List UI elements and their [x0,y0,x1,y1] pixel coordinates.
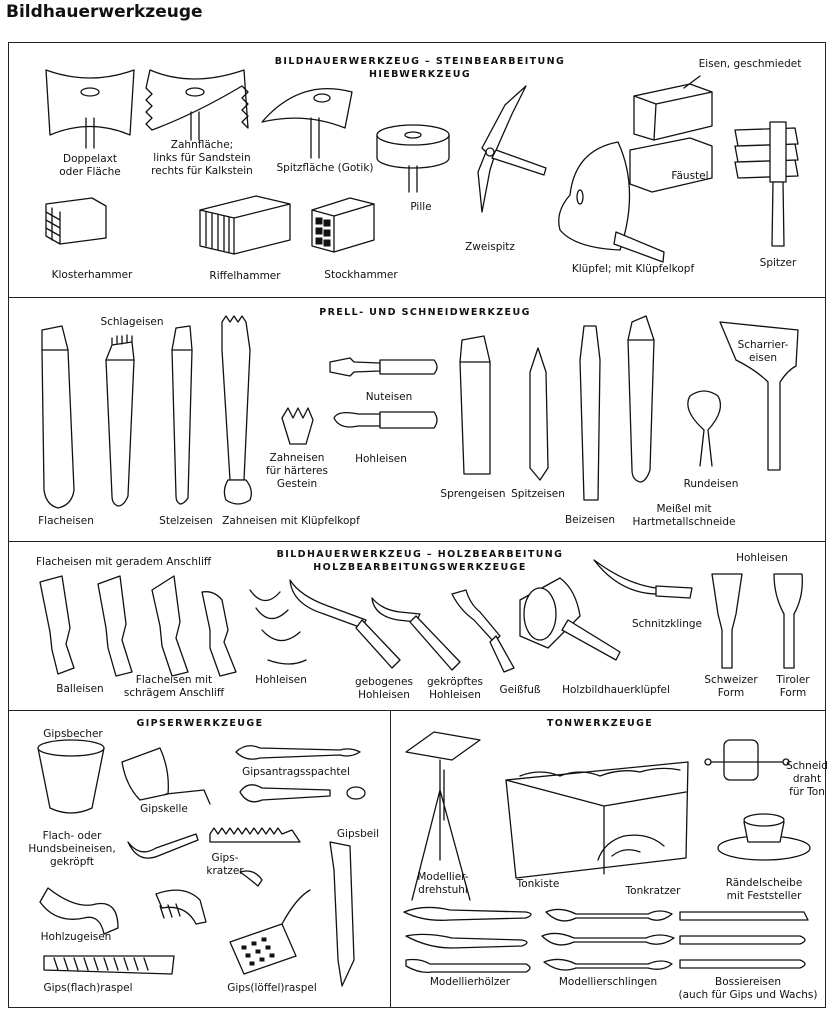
label-zweispitz: Zweispitz [465,241,515,253]
label-klosterhammer: Klosterhammer [51,269,133,281]
section-subtitle-hiebwerkzeug: HIEBWERKZEUG [368,69,472,80]
gips-flach-raspel-illustration [44,956,174,974]
label-schnitzklinge: Schnitzklinge [632,618,702,630]
label-rundeisen: Rundeisen [683,478,739,490]
gips-loeffel-raspel-illustration [230,890,310,974]
label-gipsbecher: Gipsbecher [43,728,103,740]
label-faeustel: Fäustel [671,170,709,182]
label-gipsantragsspachtel: Gipsantragsspachtel [242,766,350,778]
label-holzbildhauerkluepfel: Holzbildhauerklüpfel [562,684,670,696]
label-flacheisen-stein: Flacheisen [38,515,94,527]
flacheisen-schraeg-illustration [98,576,132,676]
label-schweizer-form: Schweizer Form [704,674,758,699]
label-gebogenes-hohleisen: gebogenes Hohleisen [355,676,413,701]
label-nuteisen: Nuteisen [365,391,413,403]
section-title-tonwerkzeuge: TONWERKZEUGE [546,718,654,729]
label-stockhammer: Stockhammer [324,269,398,281]
label-scharriereisen: Scharrier- eisen [737,339,789,364]
label-hohleisen-top: Hohleisen [736,552,788,564]
pille-illustration [377,125,449,192]
schlageisen-illustration [106,335,134,506]
raendelscheibe-illustration [718,814,810,860]
schneiddraht-illustration [705,740,789,780]
label-spitzer: Spitzer [759,257,797,269]
section-title-gipserwerkzeuge: GIPSERWERKZEUGE [136,718,264,729]
section-title-steinbearbeitung: BILDHAUERWERKZEUG – STEINBEARBEITUNG [274,56,566,67]
gebogenes-hohleisen-illustration [290,580,400,668]
label-sprengeisen: Sprengeisen [440,488,506,500]
tiroler-form-illustration [774,574,802,668]
label-doppelaxt: Doppelaxt oder Fläche [59,153,121,178]
label-schneiddraht: Schneid draht für Ton [786,760,828,798]
label-modellierdrehstuhl: Modellier- drehstuhl [417,871,469,896]
doppelaxt-illustration [46,70,134,148]
label-gipskratzer: Gips- kratzer [206,852,244,877]
label-zahneisen-kluepfelkopf: Zahneisen mit Klüpfelkopf [222,515,360,527]
label-gekroepftes-hohleisen: gekröpftes Hohleisen [427,676,483,701]
label-gipskelle: Gipskelle [140,803,188,815]
flacheisen-gerade-illustration [152,576,188,676]
label-meissel: Meißel mit Hartmetallschneide [632,503,736,528]
label-spitzeisen: Spitzeisen [511,488,565,500]
schnitzklinge-illustration [594,560,692,598]
label-riffelhammer: Riffelhammer [209,270,281,282]
label-schlageisen: Schlageisen [100,316,164,328]
flach-hundsbeineisen-illustration [128,834,198,858]
hohleisen-holz-tool-illustration [202,592,236,676]
label-gips-flach-raspel: Gips(flach)raspel [43,982,133,994]
modellierhoelzer-illustration [404,907,531,972]
label-flacheisen-gerade: Flacheisen mit geradem Anschliff [36,556,212,568]
zahneisen-haerter-illustration [282,408,313,444]
label-gipsbeil: Gipsbeil [336,828,380,840]
spitzflaeche-illustration [262,89,352,158]
label-modellierhoelzer: Modellierhölzer [429,976,511,988]
spitzeisen-illustration [530,348,548,480]
bossiereisen-illustration [680,912,808,968]
label-flacheisen-schraeg: Flacheisen mit schrägem Anschliff [123,674,225,699]
sprengeisen-illustration [460,336,490,474]
eisen-geschmiedet-illustration [634,76,712,140]
label-raendelscheibe: Rändelscheibe mit Feststeller [725,877,803,902]
zahnflaeche-illustration [146,70,248,140]
modellierschlingen-illustration [542,909,674,970]
spitzer-illustration [735,122,798,246]
label-beizeisen: Beizeisen [564,514,616,526]
label-eisen-geschmiedet: Eisen, geschmiedet [698,58,802,70]
label-balleisen: Balleisen [56,683,104,695]
tonkiste-illustration [506,762,688,878]
label-hohlzugeisen: Hohlzugeisen [40,931,112,943]
label-hohleisen-holz: Hohleisen [255,674,307,686]
label-modellierschlingen: Modellierschlingen [558,976,658,988]
hohlzugeisen-illustration [40,888,118,934]
page-title: Bildhauerwerkzeuge [6,2,203,22]
rundeisen-illustration [688,391,721,466]
label-bossiereisen: Bossiereisen (auch für Gips und Wachs) [678,976,818,1001]
stockhammer-illustration [312,198,374,252]
faeustel-illustration [630,138,712,192]
klosterhammer-illustration [46,198,106,244]
hohleisen-stein-illustration [334,412,437,428]
label-zahneisen-haerter: Zahneisen für härteres Gestein [265,452,328,490]
section-subtitle-holzbearbeitungswerkzeuge: HOLZBEARBEITUNGSWERKZEUGE [313,562,527,573]
hohleisen-profile-illustration [250,590,306,664]
label-spitzflaeche: Spitzfläche (Gotik) [276,162,374,174]
label-tonkratzer: Tonkratzer [625,885,681,897]
gipsraspel-zahnung-illustration [156,890,206,924]
section-title-holzbearbeitung: BILDHAUERWERKZEUG – HOLZBEARBEITUNG [276,549,564,560]
zahneisen-kluepfelkopf-illustration [222,316,251,504]
label-stelzeisen: Stelzeisen [159,515,213,527]
balleisen-illustration [40,576,74,674]
gipskelle-illustration [122,748,210,804]
nuteisen-illustration [330,358,437,376]
meissel-illustration [628,316,654,482]
riffelhammer-illustration [200,196,290,254]
label-flach-hundsbeineisen: Flach- oder Hundsbeineisen, gekröpft [28,830,116,868]
label-kluepfel: Klüpfel; mit Klüpfelkopf [571,263,695,275]
label-zahnflaeche: Zahnfläche; links für Sandstein rechts für Kalkstein [151,139,253,177]
stelzeisen-illustration [172,326,192,504]
label-tonkiste: Tonkiste [516,878,560,890]
zweispitz-illustration [478,86,546,212]
label-tiroler-form: Tiroler Form [776,674,810,699]
section-title-prell-schneidwerkzeug: PRELL- UND SCHNEIDWERKZEUG [319,307,531,318]
gipsbecher-illustration [38,740,104,813]
geissfuss-illustration [452,590,514,672]
flacheisen-stein-illustration [42,326,74,508]
label-hohleisen-stein: Hohleisen [355,453,407,465]
beizeisen-illustration [580,326,600,500]
holzbildhauerkluepfel-illustration [520,578,620,660]
label-geissfuss: Geißfuß [499,684,541,696]
schweizer-form-illustration [712,574,742,668]
gipsbeil-illustration [330,842,354,986]
label-gips-loeffel-raspel: Gips(löffel)raspel [227,982,317,994]
label-pille: Pille [410,201,432,213]
